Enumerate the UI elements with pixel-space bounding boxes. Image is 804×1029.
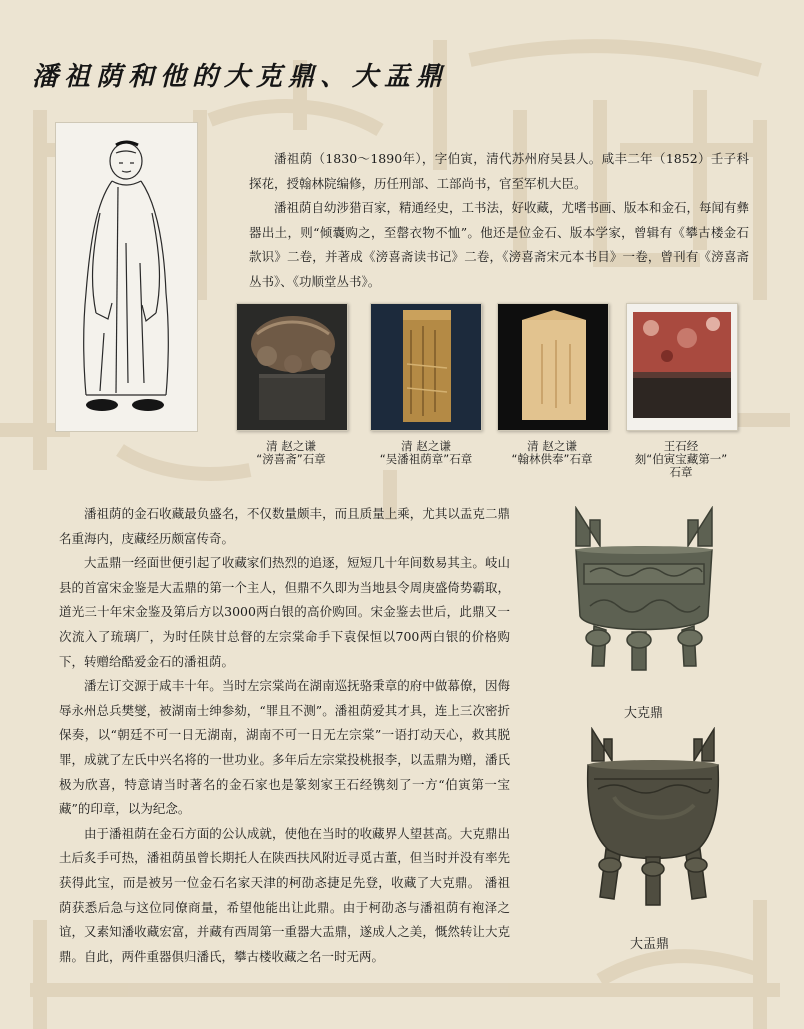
seal-photo-wupanzuyin	[370, 303, 482, 431]
caption-line: 刻“伯寅宝藏第一”	[634, 452, 728, 466]
da-ke-ding-label: 大克鼎	[624, 706, 664, 721]
body-text	[59, 502, 510, 969]
page-title: 潘祖荫和他的大克鼎、大盂鼎	[32, 62, 449, 92]
seal-caption	[356, 440, 496, 466]
caption-line: 石章	[669, 465, 693, 479]
body-paragraph: 潘左订交源于咸丰十年。当时左宗棠尚在湖南巡抚骆秉章的府中做幕僚，因侮辱永州总兵樊燮，被湖南士绅参劾，“罪且不测”。潘祖荫爱其才具，连上三次密折保奏，以“朝廷不可一日无湖南，湖南不可一日无左宗棠”一语打动天心，救其脱罪，成就了左氏中兴名将的一世功业。多年后左宗棠投桃报李，以盂鼎为赠，潘氏极为欣喜，特意请当时著名的金石家也是篆刻家王石经镌刻了一方“伯寅第一宝藏”的印章，以为纪念。	[59, 678, 510, 817]
seal-caption	[236, 440, 346, 466]
caption-line: “翰林供奉”石章	[511, 452, 593, 466]
seal-photo-boyinbaocang	[626, 303, 738, 431]
intro-text	[249, 147, 749, 295]
caption-line: 清 赵之谦	[527, 439, 577, 453]
caption-line: “吴潘祖荫章”石章	[379, 452, 473, 466]
seal-photo-hanlingongfeng	[497, 303, 609, 431]
caption-line: 清 赵之谦	[401, 439, 451, 453]
seal-photo-pangxizhai	[236, 303, 348, 431]
body-paragraph: 由于潘祖荫在金石方面的公认成就，使他在当时的收藏界人望甚高。大克鼎出土后炙手可热，潘祖荫虽曾长期托人在陕西扶风附近寻觅古董，但当时并没有率先获得此宝，而是被另一位金石名家天津的柯劭忞捷足先登，收藏了大克鼎。 潘祖荫获悉后急与这位同僚商量，希望他能出让此鼎。由于柯劭忞与潘祖荫有袍泽之谊，又素知潘收藏宏富，并藏有西周第一重器大盂鼎，遂成人之美，慨然转让大克鼎。自此，两件重器俱归潘氏，攀古楼收藏之名一时无两。	[59, 825, 510, 964]
seal-caption	[616, 440, 746, 479]
body-paragraph: 大盂鼎一经面世便引起了收藏家们热烈的追逐，短短几十年间数易其主。岐山县的首富宋金鉴是大盂鼎的第一个主人，但鼎不久即为当地县令周庚盛倚势霸取，道光三十年宋金鉴及第后方以3000两白银的高价购回。宋金鉴去世后，此鼎又一次流入了琉璃厂，为时任陕甘总督的左宗棠命手下袁保恒以700两白银的价格购下，转赠给酷爱金石的潘祖荫。	[59, 555, 510, 669]
intro-paragraph: 潘祖荫（1830～1890年），字伯寅，清代苏州府吴县人。咸丰二年（1852）壬子科探花，授翰林院编修，历任刑部、工部尚书，官至军机大臣。	[249, 151, 749, 191]
da-yu-ding-label: 大盂鼎	[630, 937, 670, 952]
caption-line: 清 赵之谦	[266, 439, 316, 453]
caption-line: “滂喜斋”石章	[256, 452, 326, 466]
caption-line: 王石经	[663, 439, 699, 453]
intro-paragraph: 潘祖荫自幼涉猎百家，精通经史，工书法，好收藏，尤嗜书画、版本和金石，每闻有彝器出土，则“倾囊购之，至罄衣物不恤”。他还是位金石、版本学家，曾辑有《攀古楼金石款识》二卷，并著成《滂喜斋读书记》二卷，《滂喜斋宋元本书目》一卷，曾刊有《滂喜斋丛书》、《功顺堂丛书》。	[249, 200, 750, 289]
portrait-image	[55, 122, 198, 432]
da-yu-ding-image	[584, 727, 722, 915]
body-paragraph: 潘祖荫的金石收藏最负盛名，不仅数量颇丰，而且质量上乘，尤其以盂克二鼎名重海内，庋藏经历颇富传奇。	[59, 506, 510, 546]
seal-caption	[497, 440, 607, 466]
da-ke-ding-image	[570, 506, 718, 692]
